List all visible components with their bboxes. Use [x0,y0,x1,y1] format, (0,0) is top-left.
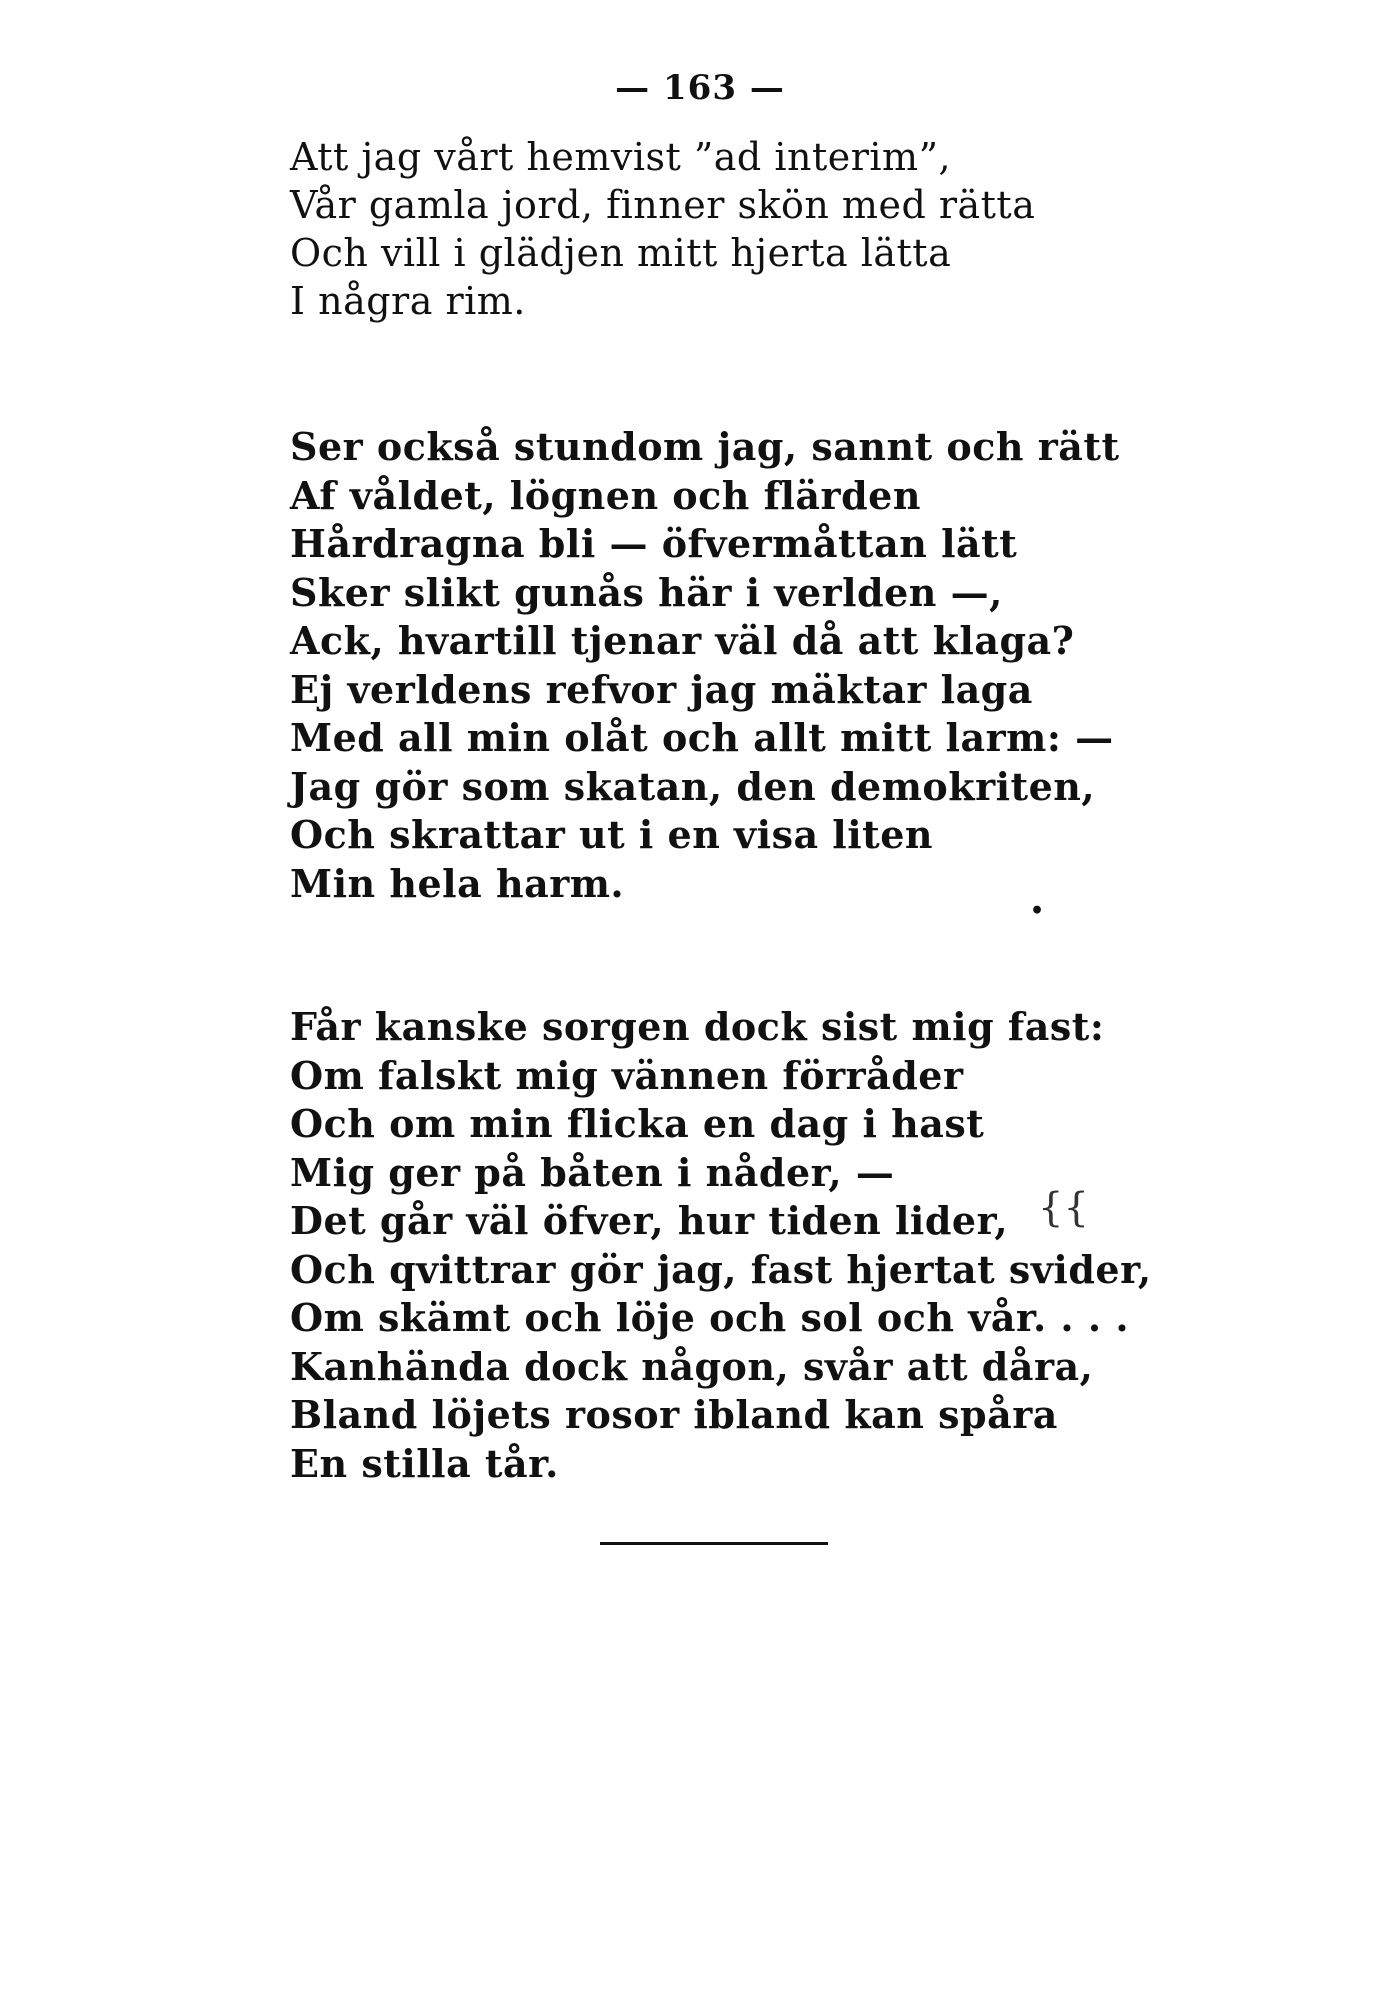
stanza-3 [290,1003,1152,1488]
poem-line: Om falskt mig vännen förråder [290,1052,964,1098]
poem-line: Och skrattar ut i en visa liten [290,812,934,857]
ink-spot: • [1030,898,1045,924]
poem-line: Sker slikt gunås här i verlden —, [290,569,1003,615]
stanza-2 [290,423,1120,908]
margin-brackets: {{ [1038,1185,1089,1231]
page-number: — 163 — [615,68,785,108]
poem-line: Ack, hvartill tjenar väl då att klaga? [290,618,1075,663]
stanza-1 [290,133,1035,325]
poem-line: Att jag vårt hemvist ”ad interim”, [290,135,952,179]
poem-line: I några rim. [290,279,526,323]
poem-line: Och vill i glädjen mitt hjerta lätta [290,231,952,275]
poem-line: Får kanske sorgen dock sist mig fast: [290,1004,1105,1049]
poem-line: Och om min flicka en dag i hast [290,1101,985,1146]
end-rule-divider [600,1542,828,1545]
poem-line: Om skämt och löje och sol och vår. . . . [290,1295,1130,1340]
poem-line: Vår gamla jord, finner skön med rätta [290,183,1036,227]
poem-line: Ej verldens refvor jag mäktar laga [290,666,1033,712]
poem-line: Jag gör som skatan, den demokriten, [290,763,1096,809]
poem-line: Ser också stundom jag, sannt och rätt [290,424,1120,469]
poem-line: Mig ger på båten i nåder, — [290,1149,895,1195]
poem-line: Af våldet, lögnen och flärden [290,472,921,518]
poem-line: Med all min olåt och allt mitt larm: — [290,715,1114,760]
poem-line: Det går väl öfver, hur tiden lider, [290,1198,1009,1243]
poem-line: Bland löjets rosor ibland kan spåra [290,1392,1058,1437]
poem-line: Och qvittrar gör jag, fast hjertat svider, [290,1246,1152,1292]
poem-line: En stilla tår. [290,1440,559,1486]
poem-line: Min hela harm. [290,860,625,906]
poem-line: Kanhända dock någon, svår att dåra, [290,1343,1094,1389]
poem-line: Hårdragna bli — öfvermåttan lätt [290,521,1018,566]
